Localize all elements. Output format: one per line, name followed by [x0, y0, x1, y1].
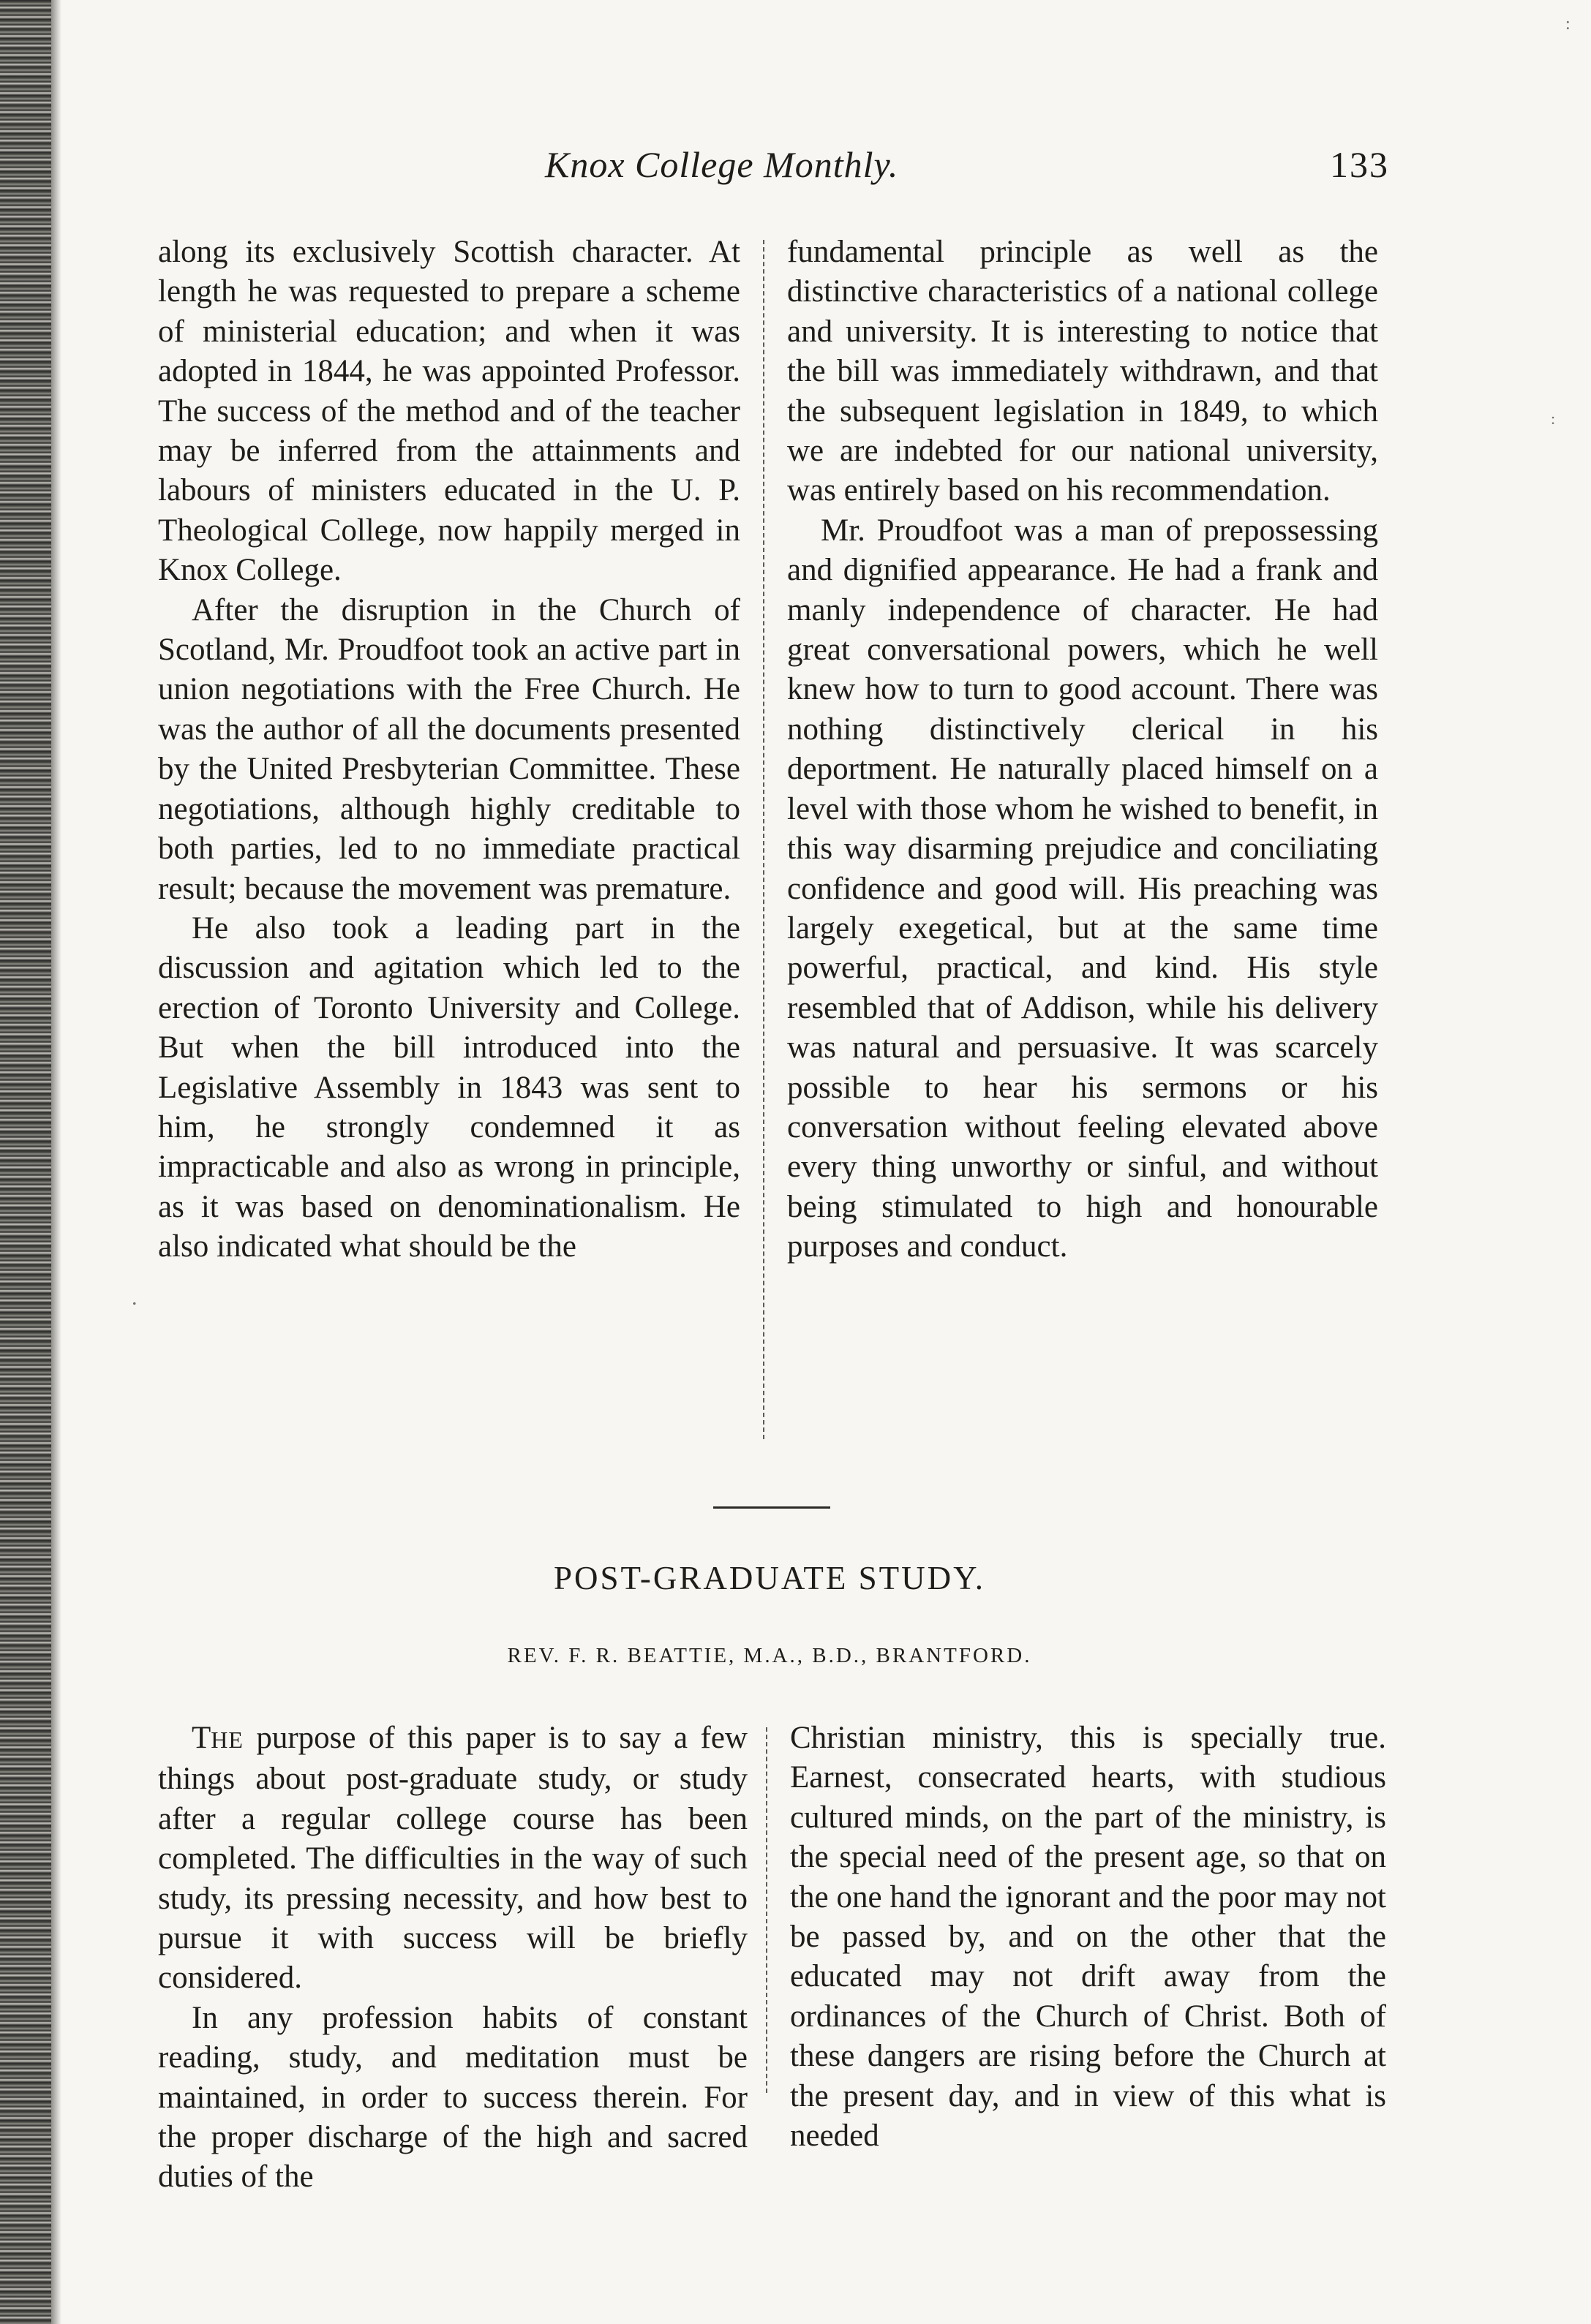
lower-left-column — [158, 1719, 748, 2197]
column-divider — [763, 240, 764, 1439]
paragraph: In any profession habits of constant reading, study, and meditation must be maintained, in order to success therein. For the proper discharge of the high and sacred duties of the — [158, 2000, 748, 2195]
article-title: POST-GRADUATE STUDY. — [553, 1560, 986, 1596]
paragraph: He also took a leading part in the discussion and agitation which led to the erection of Toronto University and College. But when the bill introduced into the Legislative Assembly in 1843 was sent to him, he strongly condemned it as impracticable and also as wrong in principle, as it was based on denominationalism. He also indicated what should be the — [158, 910, 740, 1264]
scan-speck: : — [1551, 410, 1556, 428]
paragraph: Christian ministry, this is specially true. Earnest, consecrated hearts, with studious cultured minds, on the part of the ministry, is the special need of the present age, so that on the one hand the ignorant and the poor may not be passed by, and on the other that the educated may not drift away from the ordinances of the Church of Christ. Both of these dangers are rising before the Church at the present day, and in view of this what is needed — [790, 1721, 1386, 2154]
paragraph: fundamental principle as well as the distinctive characteristics of a national college and university. It is interesting to notice that the bill was immediately withdrawn, and that the subsequent legislation in 1849, to which we are indebted for our national university, was entirely based on his recommendation. — [787, 235, 1378, 508]
initial-letter: T — [192, 1721, 211, 1755]
section-separator-rule — [713, 1506, 830, 1509]
paragraph: After the disruption in the Church of Scotland, Mr. Proudfoot took an active part in union negotiations with the Free Church. He was the author of all the documents presented by the United Presbyterian Committee. These negotiations, although highly creditable to both parties, led to no immediate practical result; because the movement was premature. — [158, 592, 740, 906]
scan-speck: : — [1565, 15, 1571, 34]
upper-right-column — [787, 233, 1378, 1267]
page-number: 133 — [1330, 144, 1389, 185]
opening-paragraph — [158, 1719, 748, 1999]
journal-title: Knox College Monthly. — [545, 144, 899, 185]
upper-left-column — [158, 233, 740, 1267]
initial-word-tail: HE — [211, 1727, 244, 1753]
scan-speck: . — [132, 1286, 138, 1310]
paragraph: along its exclusively Scottish character. At length he was requested to prepare a scheme of ministerial education; and when it was adopted in 1844, he was appointed Professor. The success of the method and of the teacher may be inferred from the attainments and labours of ministers educated in the U. P. Theological College, now happily merged in Knox College. — [158, 235, 740, 588]
article-byline: REV. F. R. BEATTIE, M.A., B.D., BRANTFORD. — [507, 1644, 1032, 1667]
column-divider — [766, 1727, 767, 2093]
lower-right-column — [790, 1719, 1386, 2156]
paragraph: Mr. Proudfoot was a man of prepossessing and dignified appearance. He had a frank and manly independence of character. He had great conversational powers, which he well knew how to turn to good account. There was nothing distinctively clerical in his deportment. He naturally placed himself on a level with those whom he wished to benefit, in this way disarming prejudice and conciliating confidence and good will. His preaching was largely exegetical, but at the same time powerful, practical, and kind. His style resembled that of Addison, while his delivery was natural and persuasive. It was scarcely possible to hear his sermons or his conversation without feeling elevated above every thing unworthy or sinful, and without being stimulated to high and honourable purposes and conduct. — [787, 513, 1378, 1264]
book-binding-edge — [0, 0, 51, 2324]
paragraph-text: purpose of this paper is to say a few things about post-graduate study, or study after a regular college course has been completed. The difficulties in the way of such study, its pressing necessity, and how best to pursue it with success will be briefly considered. — [158, 1721, 748, 1996]
